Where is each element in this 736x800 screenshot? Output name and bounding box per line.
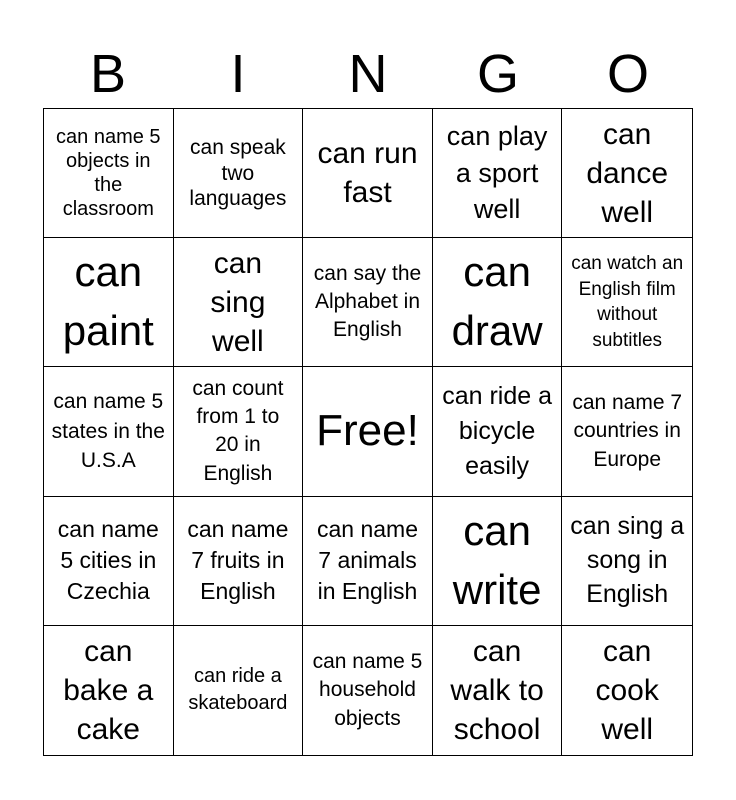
cell-text: can name 5 objects in the classroom xyxy=(56,126,161,221)
bingo-cell[interactable] xyxy=(44,626,174,755)
bingo-cell[interactable] xyxy=(562,238,692,367)
cell-text: can name 5 states in the U.S.A xyxy=(51,390,165,473)
cell-text: can play a sport well xyxy=(446,121,548,225)
cell-text: can name 7 countries in Europe xyxy=(572,390,683,471)
bingo-cell[interactable] xyxy=(174,626,304,755)
header-letter-i: I xyxy=(230,44,246,104)
bingo-cell[interactable] xyxy=(44,109,174,238)
bingo-header xyxy=(43,40,693,108)
cell-text: can name 5 cities in Czechia xyxy=(57,516,159,605)
bingo-cell[interactable] xyxy=(433,497,563,626)
bingo-cell[interactable] xyxy=(44,238,174,367)
cell-text: can watch an English film without subtitles xyxy=(571,253,684,351)
bingo-cell[interactable] xyxy=(562,497,692,626)
bingo-cell[interactable] xyxy=(44,497,174,626)
header-letter-b: B xyxy=(89,44,127,104)
free-space[interactable] xyxy=(303,367,433,496)
cell-text: can write xyxy=(452,506,542,613)
cell-text: can walk to school xyxy=(450,634,544,746)
header-letter-g: G xyxy=(476,44,519,104)
bingo-cell[interactable] xyxy=(433,238,563,367)
cell-text: can count from 1 to 20 in English xyxy=(192,376,284,485)
cell-text: can draw xyxy=(451,248,543,355)
cell-text: can sing well xyxy=(210,246,266,358)
bingo-cell[interactable] xyxy=(174,109,304,238)
bingo-board xyxy=(43,108,693,756)
bingo-cell[interactable] xyxy=(303,109,433,238)
cell-text: can bake a cake xyxy=(63,634,154,746)
cell-text: can dance well xyxy=(586,117,669,229)
free-space-label: Free! xyxy=(316,406,419,456)
bingo-cell[interactable] xyxy=(174,497,304,626)
bingo-cell[interactable] xyxy=(433,626,563,755)
bingo-cell[interactable] xyxy=(44,367,174,496)
bingo-cell[interactable] xyxy=(303,626,433,755)
bingo-cell[interactable] xyxy=(303,497,433,626)
cell-text: can paint xyxy=(62,248,154,355)
header-letter-n: N xyxy=(348,44,388,104)
cell-text: can run fast xyxy=(317,137,418,210)
bingo-cell[interactable] xyxy=(174,238,304,367)
cell-text: can name 5 household objects xyxy=(312,649,423,730)
header-letter-o: O xyxy=(606,44,649,104)
bingo-cell[interactable] xyxy=(562,626,692,755)
bingo-cell[interactable] xyxy=(303,238,433,367)
cell-text: can speak two languages xyxy=(189,136,287,210)
cell-text: can cook well xyxy=(595,634,659,746)
bingo-cell[interactable] xyxy=(433,367,563,496)
cell-text: can sing a song in English xyxy=(570,512,685,608)
cell-text: can name 7 animals in English xyxy=(316,516,418,605)
cell-text: can name 7 fruits in English xyxy=(187,516,289,605)
bingo-cell[interactable] xyxy=(174,367,304,496)
cell-text: can ride a bicycle easily xyxy=(442,381,552,480)
cell-text: can ride a skateboard xyxy=(188,665,288,715)
bingo-cell[interactable] xyxy=(433,109,563,238)
cell-text: can say the Alphabet in English xyxy=(313,261,422,342)
bingo-cell[interactable] xyxy=(562,367,692,496)
bingo-cell[interactable] xyxy=(562,109,692,238)
